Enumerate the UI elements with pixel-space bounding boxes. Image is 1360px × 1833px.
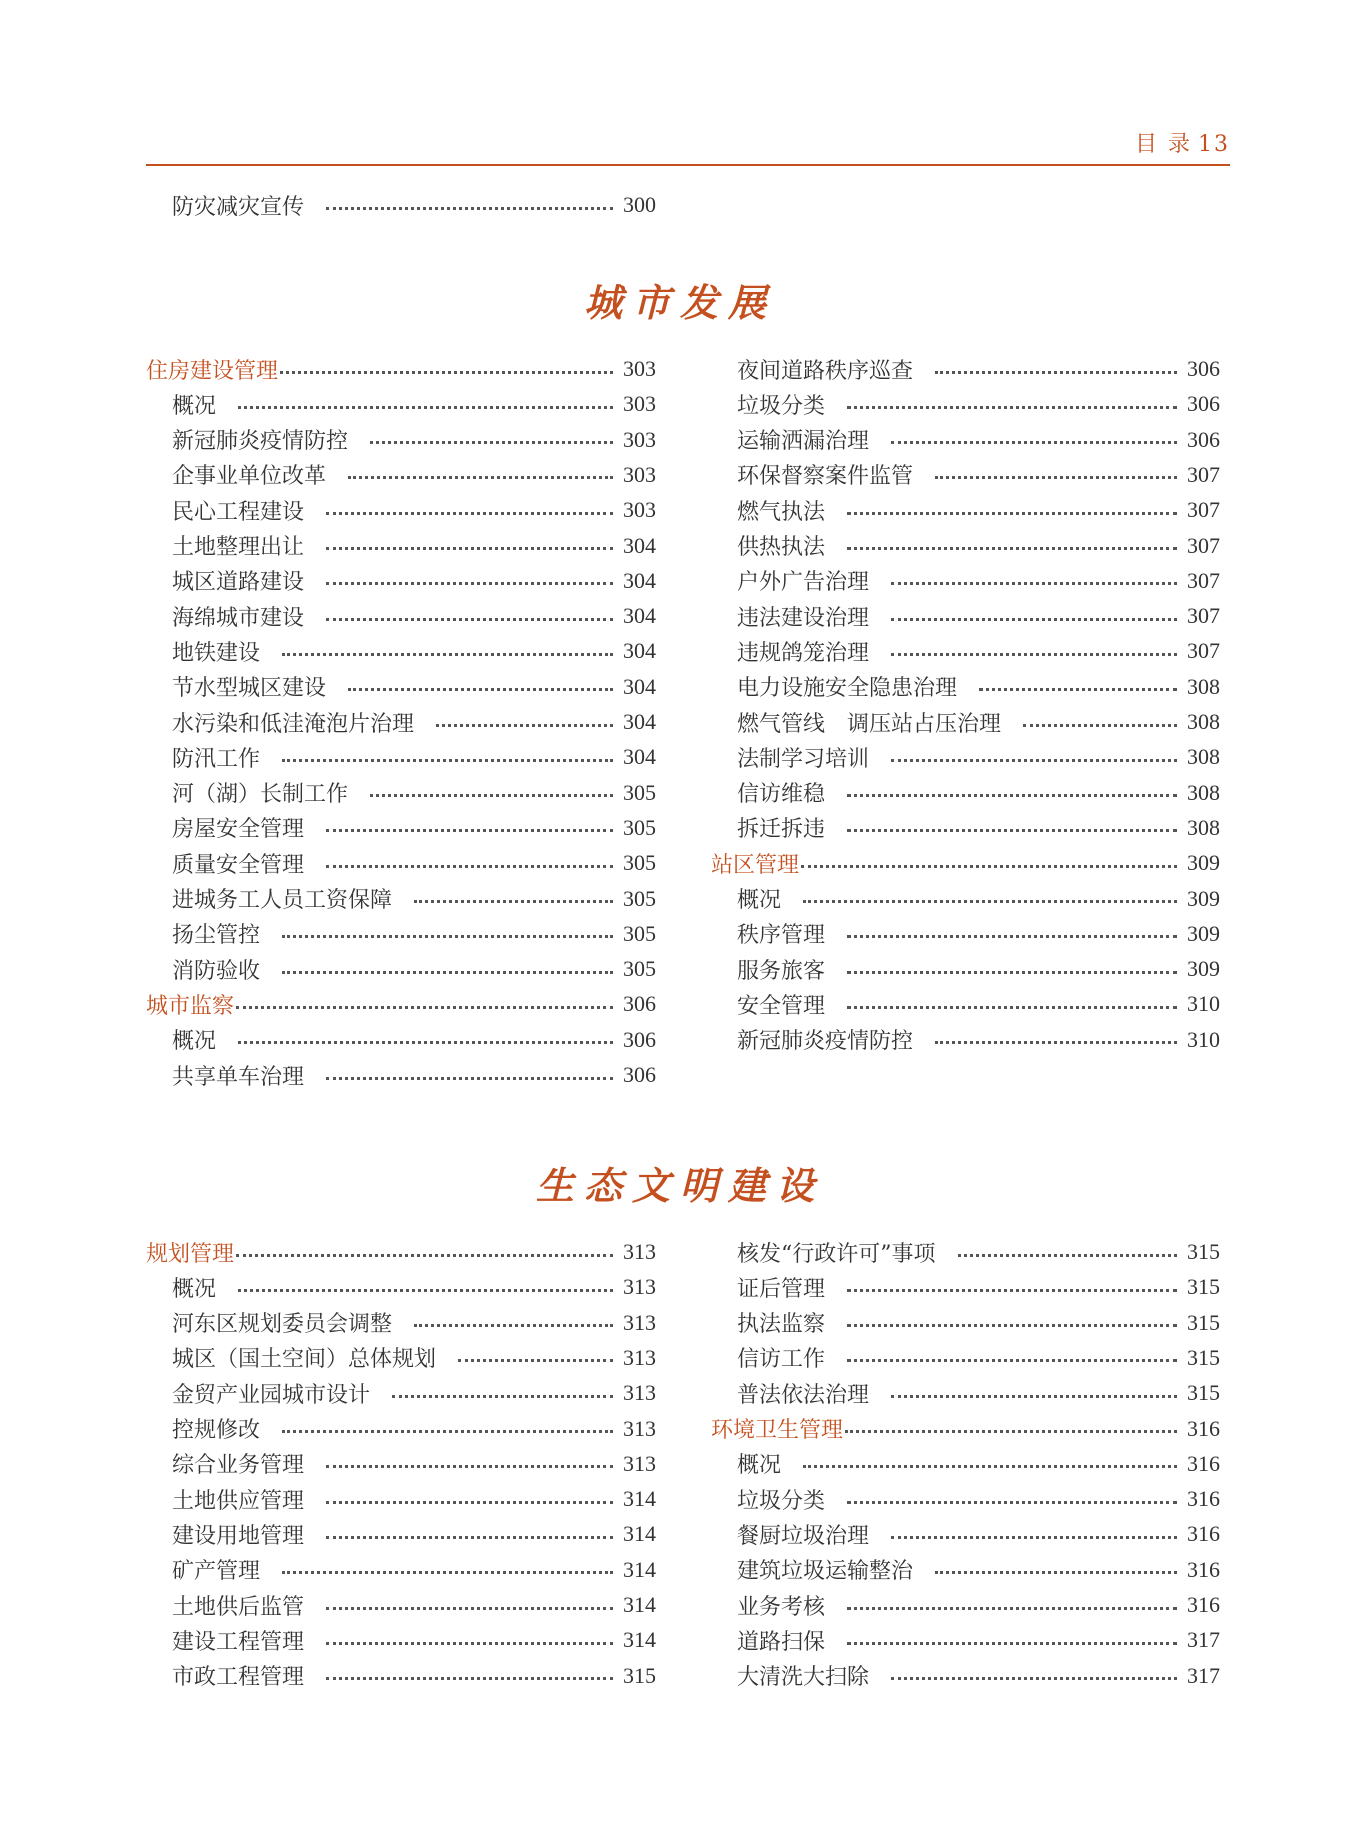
toc-entry-label: 电力设施安全隐患治理	[737, 676, 958, 702]
toc-entry-label: 概况	[172, 1276, 217, 1302]
toc-entry[interactable]	[737, 1625, 1220, 1655]
toc-entry[interactable]	[172, 1661, 656, 1691]
toc-entry-page: 308	[1187, 744, 1220, 770]
toc-entry-page: 308	[1187, 814, 1220, 840]
toc-entry-page: 308	[1187, 673, 1220, 699]
toc-entry[interactable]	[737, 707, 1220, 737]
toc-entry-page: 306	[623, 991, 656, 1017]
toc-entry[interactable]	[737, 1308, 1220, 1338]
toc-entry-label: 垃圾分类	[737, 1488, 826, 1514]
leader-dots	[282, 653, 613, 656]
toc-entry-label: 城区道路建设	[172, 570, 305, 596]
toc-entry-page: 304	[623, 709, 656, 734]
toc-entry[interactable]	[737, 778, 1220, 808]
toc-entry-page: 315	[1187, 1239, 1220, 1264]
leader-dots	[414, 900, 613, 903]
toc-entry-page: 313	[623, 1239, 656, 1264]
toc-section-entry[interactable]	[711, 848, 1220, 878]
toc-entry-label: 垃圾分类	[737, 393, 826, 419]
toc-entry-page: 303	[623, 497, 656, 523]
header-title: 目 录 13	[1135, 132, 1230, 157]
toc-entry-page: 307	[1187, 532, 1220, 558]
toc-entry-label: 拆迁拆违	[737, 817, 826, 843]
toc-entry[interactable]	[172, 1414, 656, 1444]
leader-dots	[847, 1289, 1177, 1292]
leader-dots	[891, 582, 1177, 585]
leader-dots	[979, 688, 1177, 691]
leader-dots	[891, 1677, 1177, 1680]
leader-dots	[1023, 724, 1177, 727]
toc-entry-label: 土地供后监管	[172, 1594, 305, 1620]
toc-entry-label: 民心工程建设	[172, 499, 305, 525]
toc-entry-label: 企事业单位改革	[172, 464, 327, 490]
leader-dots	[891, 1395, 1177, 1398]
toc-entry-page: 317	[1187, 1627, 1220, 1653]
toc-entry-label: 进城务工人员工资保障	[172, 888, 393, 913]
leader-dots	[238, 1041, 613, 1044]
toc-entry[interactable]	[737, 531, 1220, 561]
toc-entry[interactable]	[172, 1519, 656, 1549]
toc-entry[interactable]	[172, 813, 656, 843]
leader-dots	[348, 688, 613, 691]
toc-entry-page: 305	[623, 956, 656, 982]
toc-entry-label: 核发“行政许可”事项	[737, 1241, 936, 1267]
toc-entry[interactable]	[737, 1661, 1220, 1691]
leader-dots	[238, 1289, 613, 1292]
chapter-title: 生态文明建设	[535, 1163, 824, 1208]
toc-entry[interactable]	[737, 566, 1220, 596]
leader-dots	[236, 1006, 613, 1009]
toc-entry-label: 新冠肺炎疫情防控	[172, 429, 349, 455]
toc-entry[interactable]	[737, 884, 1220, 914]
toc-entry[interactable]	[737, 989, 1220, 1019]
toc-entry-label: 概况	[172, 1029, 217, 1055]
toc-entry-page: 314	[623, 1592, 656, 1617]
toc-entry-page: 304	[623, 603, 656, 629]
toc-entry-label: 质量安全管理	[172, 852, 305, 878]
toc-entry[interactable]	[737, 1237, 1220, 1267]
toc-entry-page: 316	[1187, 1556, 1220, 1582]
toc-entry[interactable]	[172, 672, 656, 702]
toc-entry-page: 315	[1187, 1344, 1220, 1370]
toc-entry-page: 310	[1187, 1026, 1220, 1052]
toc-section-label: 城市监察	[146, 993, 235, 1019]
leader-dots	[935, 371, 1177, 374]
leader-dots	[935, 476, 1177, 479]
toc-entry-label: 海绵城市建设	[172, 605, 305, 631]
leader-dots	[280, 371, 613, 374]
leader-dots	[326, 1465, 613, 1468]
toc-entry-label: 证后管理	[737, 1276, 826, 1302]
leader-dots	[847, 971, 1177, 974]
header-page-number: 13	[1198, 132, 1230, 157]
leader-dots	[326, 618, 613, 621]
leader-dots	[847, 1642, 1177, 1645]
leader-dots	[891, 441, 1177, 444]
leader-dots	[370, 794, 613, 797]
toc-entry-page: 314	[623, 1521, 656, 1547]
leader-dots	[326, 512, 613, 515]
toc-entry-page: 315	[1187, 1380, 1220, 1406]
toc-entry-label: 执法监察	[737, 1312, 826, 1338]
toc-entry[interactable]	[737, 1378, 1220, 1408]
toc-entry-page: 306	[623, 1026, 656, 1052]
toc-section-entry[interactable]	[146, 1237, 656, 1267]
toc-entry-page: 300	[623, 192, 656, 217]
toc-entry-page: 317	[1187, 1662, 1220, 1688]
toc-entry[interactable]	[737, 672, 1220, 702]
toc-entry[interactable]	[737, 1519, 1220, 1549]
leader-dots	[326, 1677, 613, 1680]
leader-dots	[891, 618, 1177, 621]
toc-entry[interactable]	[172, 919, 656, 949]
leader-dots	[282, 935, 613, 938]
toc-entry-label: 户外广告治理	[737, 570, 870, 596]
leader-dots	[348, 476, 613, 479]
toc-entry[interactable]	[737, 425, 1220, 455]
toc-entry-page: 303	[623, 356, 656, 381]
toc-entry-label: 违规鸽笼治理	[737, 640, 870, 666]
toc-entry-label: 业务考核	[737, 1594, 826, 1620]
toc-entry-label: 概况	[737, 888, 782, 913]
toc-entry[interactable]	[737, 354, 1220, 384]
toc-entry[interactable]	[172, 742, 656, 772]
leader-dots	[801, 865, 1177, 868]
toc-entry[interactable]	[172, 1060, 656, 1090]
toc-entry-page: 316	[1187, 1415, 1220, 1441]
leader-dots	[236, 1254, 613, 1257]
toc-entry-label: 控规修改	[172, 1418, 261, 1443]
toc-entry[interactable]	[737, 389, 1220, 419]
toc-entry-label: 普法依法治理	[737, 1382, 870, 1408]
toc-entry[interactable]	[172, 460, 656, 490]
leader-dots	[847, 1607, 1177, 1610]
toc-entry-label: 夜间道路秩序巡查	[737, 358, 914, 384]
toc-entry[interactable]	[172, 531, 656, 561]
running-header	[146, 127, 1230, 161]
toc-entry-page: 305	[623, 885, 656, 911]
toc-section-label: 站区管理	[711, 852, 800, 878]
toc-entry-page: 305	[623, 920, 656, 946]
toc-entry-page: 314	[623, 1627, 656, 1653]
toc-entry[interactable]	[737, 460, 1220, 490]
toc-entry-label: 概况	[172, 393, 217, 419]
toc-entry[interactable]	[172, 1343, 656, 1373]
leader-dots	[847, 829, 1177, 832]
toc-entry-page: 304	[623, 638, 656, 664]
toc-entry-label: 市政工程管理	[172, 1665, 305, 1691]
leader-dots	[282, 971, 613, 974]
toc-entry[interactable]	[172, 954, 656, 984]
toc-entry[interactable]	[172, 1025, 656, 1055]
toc-entry-page: 308	[1187, 709, 1220, 734]
toc-entry-label: 大清洗大扫除	[737, 1665, 870, 1691]
toc-entry-page: 309	[1187, 956, 1220, 982]
leader-dots	[238, 406, 613, 409]
toc-entry-label: 餐厨垃圾治理	[737, 1523, 870, 1549]
toc-entry-page: 308	[1187, 779, 1220, 805]
leader-dots	[326, 582, 613, 585]
toc-entry[interactable]	[172, 601, 656, 631]
toc-entry-label: 运输洒漏治理	[737, 429, 870, 455]
toc-entry[interactable]	[737, 1449, 1220, 1479]
toc-entry-page: 307	[1187, 567, 1220, 593]
toc-entry-label: 燃气执法	[737, 499, 826, 525]
leader-dots	[414, 1324, 613, 1327]
toc-entry-label: 供热执法	[737, 535, 826, 560]
toc-entry[interactable]	[172, 636, 656, 666]
toc-entry[interactable]	[737, 1590, 1220, 1620]
toc-entry-page: 309	[1187, 850, 1220, 876]
toc-entry[interactable]	[172, 1308, 656, 1338]
leader-dots	[282, 1430, 613, 1433]
toc-entry[interactable]	[737, 1025, 1220, 1055]
toc-entry-page: 315	[623, 1662, 656, 1688]
toc-entry-label: 房屋安全管理	[172, 817, 305, 843]
toc-section-entry[interactable]	[146, 354, 656, 384]
toc-entry-label: 河东区规划委员会调整	[172, 1312, 393, 1338]
toc-entry-page: 316	[1187, 1486, 1220, 1512]
toc-entry-label: 环保督察案件监管	[737, 464, 914, 490]
toc-entry[interactable]	[172, 778, 656, 808]
leader-dots	[847, 1324, 1177, 1327]
toc-entry[interactable]	[737, 1343, 1220, 1373]
toc-entry-page: 316	[1187, 1450, 1220, 1476]
toc-entry[interactable]	[172, 190, 656, 220]
leader-dots	[847, 1359, 1177, 1362]
leader-dots	[326, 1642, 613, 1645]
toc-entry-page: 313	[623, 1415, 656, 1441]
toc-entry-page: 314	[623, 1486, 656, 1512]
leader-dots	[803, 1465, 1177, 1468]
leader-dots	[326, 1077, 613, 1080]
toc-section-label: 住房建设管理	[146, 358, 279, 384]
toc-entry-page: 307	[1187, 497, 1220, 523]
toc-entry[interactable]	[172, 495, 656, 525]
toc-entry-page: 315	[1187, 1274, 1220, 1300]
toc-entry-page: 310	[1187, 991, 1220, 1017]
leader-dots	[458, 1359, 613, 1362]
leader-dots	[891, 1536, 1177, 1539]
toc-entry-page: 304	[623, 567, 656, 593]
leader-dots	[326, 1536, 613, 1539]
toc-entry-label: 概况	[737, 1453, 782, 1479]
toc-section-entry[interactable]	[146, 989, 656, 1019]
toc-entry-page: 313	[623, 1344, 656, 1370]
leader-dots	[326, 829, 613, 832]
leader-dots	[847, 406, 1177, 409]
toc-entry-page: 304	[623, 744, 656, 770]
toc-entry[interactable]	[172, 1378, 656, 1408]
toc-section-label: 环境卫生管理	[711, 1418, 844, 1443]
toc-entry-label: 服务旅客	[737, 958, 826, 984]
toc-entry[interactable]	[172, 1272, 656, 1302]
toc-entry-label: 建设工程管理	[172, 1629, 305, 1655]
toc-entry[interactable]	[172, 1449, 656, 1479]
toc-entry-label: 矿产管理	[172, 1559, 261, 1585]
leader-dots	[891, 759, 1177, 762]
toc-entry-page: 305	[623, 814, 656, 840]
toc-entry[interactable]	[172, 884, 656, 914]
leader-dots	[847, 547, 1177, 550]
leader-dots	[847, 935, 1177, 938]
toc-entry-label: 法制学习培训	[737, 746, 870, 772]
chapter-title: 城市发展	[583, 280, 776, 325]
toc-entry-label: 共享单车治理	[172, 1064, 305, 1090]
toc-entry-label: 新冠肺炎疫情防控	[737, 1029, 914, 1055]
leader-dots	[326, 547, 613, 550]
toc-entry[interactable]	[172, 1484, 656, 1514]
toc-entry-label: 信访工作	[737, 1347, 826, 1373]
toc-section-entry[interactable]	[711, 1414, 1220, 1444]
toc-entry-label: 节水型城区建设	[172, 676, 327, 702]
leader-dots	[282, 1571, 613, 1574]
toc-entry-label: 城区（国土空间）总体规划	[172, 1347, 437, 1373]
toc-entry-page: 306	[1187, 426, 1220, 452]
toc-entry[interactable]	[172, 1555, 656, 1585]
toc-entry-page: 307	[1187, 638, 1220, 664]
toc-entry-page: 306	[1187, 391, 1220, 417]
leader-dots	[847, 512, 1177, 515]
toc-entry-page: 313	[623, 1450, 656, 1476]
toc-entry-label: 综合业务管理	[172, 1453, 305, 1479]
toc-entry[interactable]	[737, 813, 1220, 843]
toc-entry[interactable]	[737, 1484, 1220, 1514]
toc-entry[interactable]	[737, 742, 1220, 772]
toc-section-label: 规划管理	[146, 1241, 235, 1267]
toc-entry[interactable]	[737, 495, 1220, 525]
toc-entry-label: 扬尘管控	[172, 923, 261, 949]
toc-entry-page: 314	[623, 1556, 656, 1582]
toc-entry-page: 313	[623, 1309, 656, 1335]
leader-dots	[847, 794, 1177, 797]
toc-entry-page: 307	[1187, 461, 1220, 487]
leader-dots	[935, 1041, 1177, 1044]
toc-entry-page: 305	[623, 850, 656, 876]
toc-entry-label: 水污染和低洼淹泡片治理	[172, 711, 415, 737]
leader-dots	[845, 1430, 1177, 1433]
leader-dots	[282, 759, 613, 762]
toc-entry-page: 306	[623, 1062, 656, 1087]
leader-dots	[891, 653, 1177, 656]
leader-dots	[958, 1254, 1178, 1257]
toc-entry-label: 防汛工作	[172, 746, 261, 772]
header-rule	[146, 164, 1230, 166]
toc-entry-label: 建设用地管理	[172, 1523, 305, 1549]
toc-entry-page: 303	[623, 426, 656, 452]
toc-entry[interactable]	[737, 636, 1220, 666]
toc-entry-label: 消防验收	[172, 958, 261, 984]
toc-entry-label: 道路扫保	[737, 1629, 826, 1655]
toc-entry[interactable]	[737, 919, 1220, 949]
toc-entry-page: 306	[1187, 356, 1220, 381]
toc-entry[interactable]	[172, 425, 656, 455]
toc-entry-label: 土地整理出让	[172, 535, 305, 560]
toc-entry[interactable]	[172, 1590, 656, 1620]
leader-dots	[326, 1501, 613, 1504]
leader-dots	[803, 900, 1177, 903]
toc-entry[interactable]	[172, 707, 656, 737]
leader-dots	[326, 1607, 613, 1610]
toc-entry[interactable]	[737, 1555, 1220, 1585]
toc-entry-label: 地铁建设	[172, 640, 261, 666]
toc-entry-label: 安全管理	[737, 993, 826, 1019]
leader-dots	[326, 207, 613, 210]
toc-entry[interactable]	[737, 601, 1220, 631]
toc-entry-label: 金贸产业园城市设计	[172, 1382, 371, 1408]
toc-entry-label: 建筑垃圾运输整治	[737, 1559, 914, 1585]
toc-entry-label: 燃气管线 调压站占压治理	[737, 711, 1002, 737]
toc-entry-page: 303	[623, 461, 656, 487]
toc-entry-page: 304	[623, 532, 656, 558]
leader-dots	[370, 441, 613, 444]
leader-dots	[847, 1501, 1177, 1504]
toc-entry-label: 秩序管理	[737, 923, 826, 949]
toc-entry-label: 河（湖）长制工作	[172, 782, 349, 808]
leader-dots	[935, 1571, 1177, 1574]
toc-entry[interactable]	[737, 954, 1220, 984]
toc-entry[interactable]	[172, 566, 656, 596]
toc-entry-page: 305	[623, 779, 656, 805]
toc-entry[interactable]	[172, 1625, 656, 1655]
toc-entry-page: 313	[623, 1380, 656, 1406]
toc-entry-page: 303	[623, 391, 656, 417]
toc-entry-page: 313	[623, 1274, 656, 1300]
toc-entry-label: 违法建设治理	[737, 605, 870, 631]
leader-dots	[392, 1395, 613, 1398]
toc-entry[interactable]	[172, 389, 656, 419]
toc-entry-label: 防灾减灾宣传	[172, 194, 305, 220]
leader-dots	[436, 724, 613, 727]
toc-entry-page: 309	[1187, 920, 1220, 946]
toc-entry-label: 土地供应管理	[172, 1488, 305, 1514]
toc-entry-page: 315	[1187, 1309, 1220, 1335]
toc-entry-page: 307	[1187, 603, 1220, 629]
toc-entry-page: 316	[1187, 1592, 1220, 1617]
toc-entry[interactable]	[737, 1272, 1220, 1302]
toc-entry-page: 304	[623, 673, 656, 699]
leader-dots	[847, 1006, 1177, 1009]
toc-entry-page: 309	[1187, 885, 1220, 911]
leader-dots	[326, 865, 613, 868]
toc-entry[interactable]	[172, 848, 656, 878]
toc-entry-page: 316	[1187, 1521, 1220, 1547]
toc-entry-label: 信访维稳	[737, 782, 826, 808]
